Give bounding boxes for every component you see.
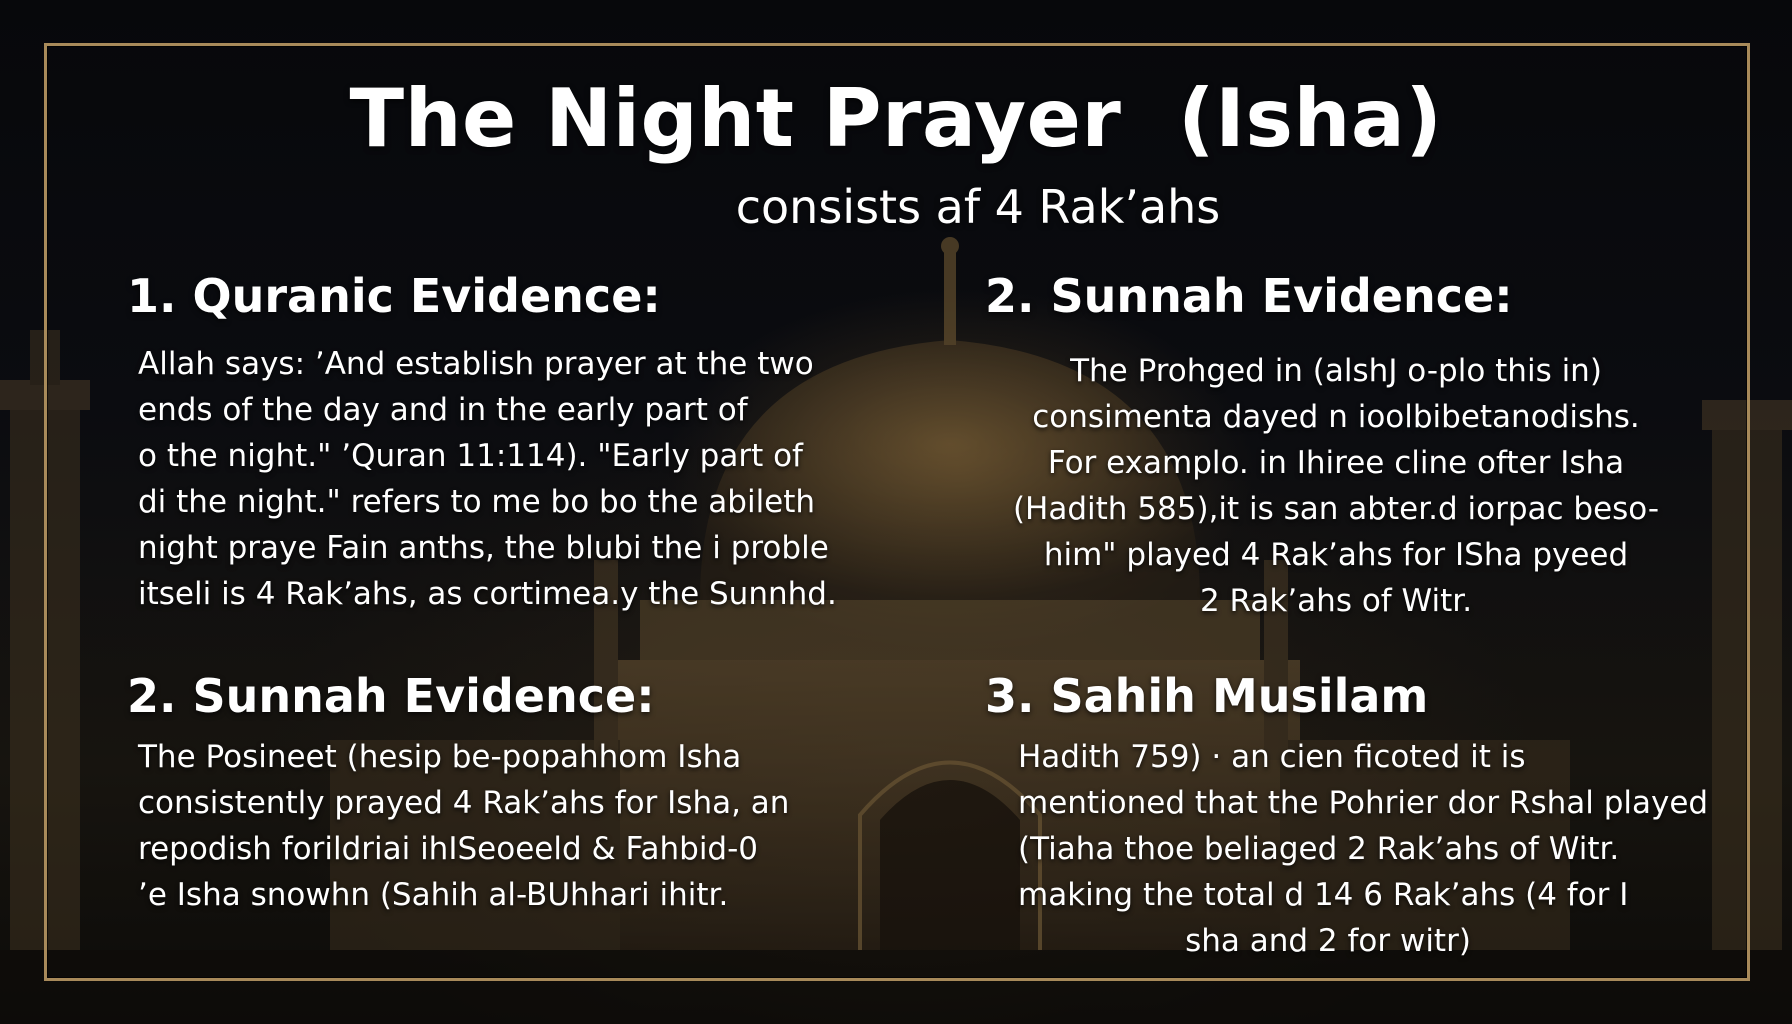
body-line: 2 Rak’ahs of Witr. bbox=[1199, 583, 1473, 619]
body-line: (Tiaha thoe beliaged 2 Rak’ahs of Witr. bbox=[1018, 831, 1620, 867]
body-line: The Prohged in (alshJ o-plo this in) bbox=[1070, 353, 1602, 389]
body-line: consimenta dayed n ioolbibetanodishs. bbox=[1032, 399, 1640, 435]
body-line: mentioned that the Pohrier dor Rshal played bbox=[1018, 785, 1709, 821]
body-line: For examplo. in Ihiree cline ofter Isha bbox=[1047, 445, 1625, 481]
body-line: ’e Isha snowhn (Sahih al-BUhhari ihitr. bbox=[138, 877, 729, 913]
page-title: The Night Prayer (Isha) bbox=[349, 72, 1443, 165]
body-line: him" played 4 Rak’ahs for ISha pyeed bbox=[1043, 537, 1629, 573]
section-heading-sahih-muslim: 3. Sahih Musilam bbox=[985, 669, 1429, 723]
section-heading-sunnah-evidence-left: 2. Sunnah Evidence: bbox=[127, 669, 655, 723]
body-line: night praye Fain anths, the blubi the i proble bbox=[138, 530, 829, 566]
body-line: di the night." refers to me bo bo the abileth bbox=[138, 484, 816, 520]
section-body-sunnah-evidence-left bbox=[138, 734, 789, 918]
body-line: The Posineet (hesip be-popahhom Isha bbox=[138, 739, 742, 775]
section-body-sunnah-evidence-right bbox=[986, 348, 1686, 624]
section-body-sahih-muslim bbox=[1018, 734, 1709, 964]
body-line: making the total d 14 6 Rak’ahs (4 for I bbox=[1018, 877, 1629, 913]
page-subtitle: consists af 4 Rak’ahs bbox=[735, 180, 1221, 234]
body-line: o the night." ’Quran 11:114). "Early part of bbox=[138, 438, 803, 474]
body-line: Allah says: ’And establish prayer at the two bbox=[138, 346, 814, 382]
body-line: (Hadith 585),it is san abter.d iorpac beso- bbox=[1012, 491, 1660, 527]
body-line: itseli is 4 Rak’ahs, as cortimea.y the Sunnhd. bbox=[138, 576, 837, 612]
body-line: repodish forildriai ihISeoeeld & Fahbid-0 bbox=[138, 831, 759, 867]
body-line: sha and 2 for witr) bbox=[1185, 923, 1471, 959]
body-line: ends of the day and in the early part of bbox=[138, 392, 748, 428]
section-heading-sunnah-evidence-right: 2. Sunnah Evidence: bbox=[985, 269, 1513, 323]
section-heading-quranic-evidence: 1. Quranic Evidence: bbox=[127, 269, 661, 323]
body-line: Hadith 759) · an cien ficoted it is bbox=[1018, 739, 1526, 775]
body-line: consistently prayed 4 Rak’ahs for Isha, an bbox=[138, 785, 790, 821]
section-body-quranic-evidence bbox=[138, 341, 837, 617]
